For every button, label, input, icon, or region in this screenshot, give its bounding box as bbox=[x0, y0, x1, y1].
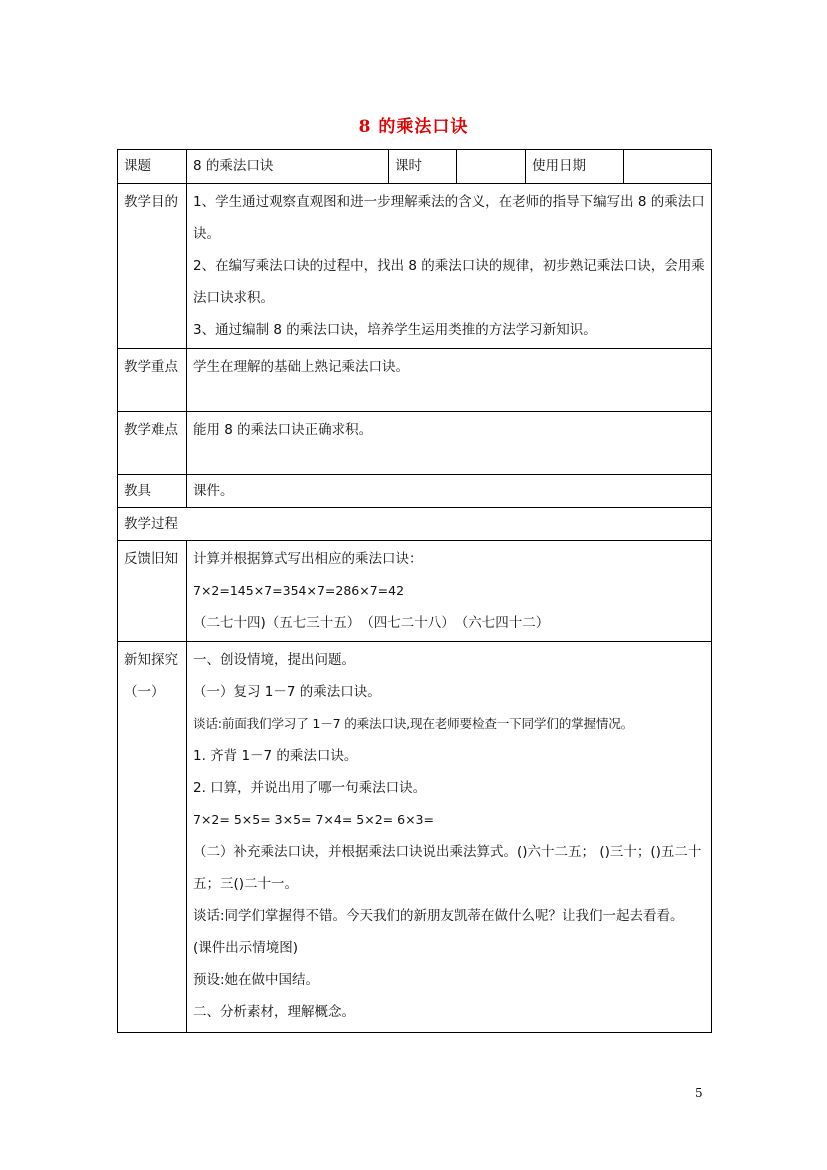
explore-line-6: 7×2= 5×5= 3×5= 7×4= 5×2= 6×3= bbox=[193, 812, 434, 827]
page-number: 5 bbox=[695, 1086, 703, 1100]
process-label: 教学过程 bbox=[118, 508, 712, 541]
tools-content bbox=[187, 475, 712, 508]
tools-text: 课件。 bbox=[193, 483, 234, 499]
explore-label-text: 新知探究（一） bbox=[124, 652, 178, 700]
period-value bbox=[457, 150, 526, 184]
topic-label: 课题 bbox=[118, 150, 187, 184]
key-points-row bbox=[118, 349, 712, 412]
explore-label bbox=[118, 642, 187, 1033]
goal-2: 2、在编写乘法口诀的过程中，找出 8 的乘法口诀的规律，初步熟记乘法口诀，会用乘法口诀求积。 bbox=[193, 258, 705, 306]
explore-line-7: （二）补充乘法口诀，并根据乘法口诀说出乘法算式。()六十二五； ()三十；()五二十五；三()二十一。 bbox=[193, 844, 702, 892]
review-content bbox=[187, 541, 712, 642]
explore-content bbox=[187, 642, 712, 1033]
explore-line-4: 1. 齐背 1－7 的乘法口诀。 bbox=[193, 748, 358, 764]
goals-content bbox=[187, 184, 712, 349]
key-points-text: 学生在理解的基础上熟记乘法口诀。 bbox=[193, 359, 409, 375]
explore-row bbox=[118, 642, 712, 1033]
explore-line-8: 谈话:同学们掌握得不错。今天我们的新朋友凯蒂在做什么呢？让我们一起去看看。 bbox=[193, 908, 684, 924]
review-label bbox=[118, 541, 187, 642]
key-points-label-text: 教学重点 bbox=[124, 359, 178, 375]
goal-1: 1、学生通过观察直观图和进一步理解乘法的含义，在老师的指导下编写出 8 的乘法口诀。 bbox=[193, 194, 705, 242]
difficulties-label bbox=[118, 412, 187, 475]
difficulties-content bbox=[187, 412, 712, 475]
tools-label: 教具 bbox=[118, 475, 187, 508]
tools-row bbox=[118, 475, 712, 508]
review-label-text: 反馈旧知 bbox=[124, 551, 178, 567]
difficulties-label-text: 教学难点 bbox=[124, 422, 178, 438]
goals-row bbox=[118, 184, 712, 349]
document-title: 8 的乘法口诀 bbox=[358, 117, 469, 137]
goals-label-text: 教学目的 bbox=[124, 194, 178, 210]
explore-line-11: 二、分析素材，理解概念。 bbox=[193, 1004, 355, 1020]
difficulties-text: 能用 8 的乘法口诀正确求积。 bbox=[193, 422, 373, 438]
review-row bbox=[118, 541, 712, 642]
explore-line-10: 预设:她在做中国结。 bbox=[193, 972, 320, 988]
key-points-label bbox=[118, 349, 187, 412]
goals-label bbox=[118, 184, 187, 349]
period-label: 课时 bbox=[389, 150, 457, 184]
explore-line-5: 2. 口算，并说出用了哪一句乘法口诀。 bbox=[193, 780, 427, 796]
review-line-1: 计算并根据算式写出相应的乘法口诀： bbox=[193, 551, 423, 567]
process-row bbox=[118, 508, 712, 541]
topic-value: 8 的乘法口诀 bbox=[187, 150, 389, 184]
review-line-3: （二七十四)（五七三十五） （四七二十八） （六七四十二） bbox=[193, 615, 550, 631]
review-line-2: 7×2=145×7=354×7=286×7=42 bbox=[193, 583, 405, 598]
lesson-plan-table bbox=[117, 149, 712, 1033]
explore-line-3: 谈话:前面我们学习了 1－7 的乘法口诀,现在老师要检查一下同学们的掌握情况。 bbox=[193, 716, 634, 731]
explore-line-1: 一、创设情境，提出问题。 bbox=[193, 652, 355, 668]
date-label: 使用日期 bbox=[526, 150, 624, 184]
explore-line-2: （一）复习 1－7 的乘法口诀。 bbox=[193, 684, 381, 700]
difficulties-row bbox=[118, 412, 712, 475]
explore-line-9: (课件出示情境图) bbox=[193, 940, 299, 956]
header-row bbox=[118, 150, 712, 184]
key-points-content bbox=[187, 349, 712, 412]
goal-3: 3、通过编制 8 的乘法口诀，培养学生运用类推的方法学习新知识。 bbox=[193, 322, 597, 338]
date-value bbox=[624, 150, 712, 184]
